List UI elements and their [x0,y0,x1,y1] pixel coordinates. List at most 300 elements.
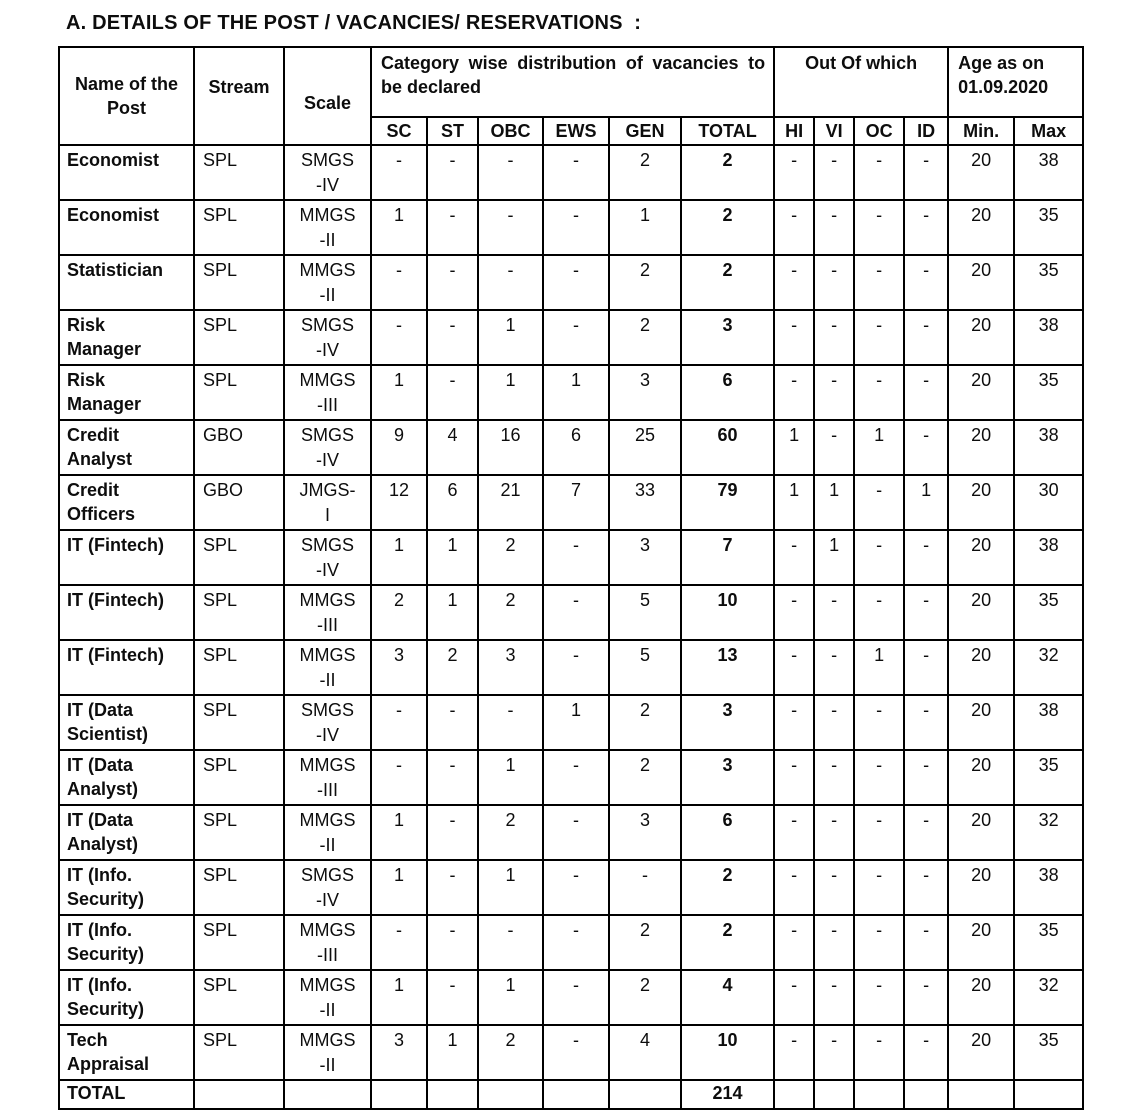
cell-gen: 2 [609,310,681,365]
table-row [59,970,1083,1025]
cell-stream: SPL [194,365,284,420]
cell-scale [284,1025,371,1080]
cell-obc: 2 [478,585,543,640]
cell-min: 20 [948,750,1014,805]
cell-id: - [904,530,948,585]
cell-max: 32 [1014,805,1083,860]
table-row [59,420,1083,475]
cell-min: 20 [948,365,1014,420]
cell-scale [284,915,371,970]
cell-empty-min [948,1080,1014,1109]
cell-st: - [427,255,478,310]
cell-gen: 5 [609,585,681,640]
cell-post-name: IT (Data Analyst) [59,750,194,805]
cell-st: 1 [427,530,478,585]
cell-total: 6 [681,365,774,420]
section-title: A. DETAILS OF THE POST / VACANCIES/ RESERVATIONS : [66,12,642,34]
cell-total: 4 [681,970,774,1025]
cell-stream: SPL [194,585,284,640]
cell-ews: 1 [543,365,609,420]
cell-id: - [904,750,948,805]
table-row [59,365,1083,420]
scale-line: -III [317,615,338,635]
cell-vi: - [814,420,854,475]
cell-sc: - [371,750,427,805]
col-header-gen: GEN [609,117,681,145]
cell-id: - [904,585,948,640]
cell-st: 4 [427,420,478,475]
cell-vi: - [814,145,854,200]
cell-min: 20 [948,585,1014,640]
cell-id: - [904,805,948,860]
cell-post-name: IT (Info. Security) [59,860,194,915]
cell-scale [284,255,371,310]
cell-gen: 1 [609,200,681,255]
cell-max: 38 [1014,420,1083,475]
cell-sc: 3 [371,1025,427,1080]
cell-total-label: TOTAL [59,1080,194,1109]
cell-vi: - [814,1025,854,1080]
cell-gen: - [609,860,681,915]
cell-vi: - [814,365,854,420]
col-header-max: Max [1014,117,1083,145]
cell-sc: 2 [371,585,427,640]
scale-line: -IV [315,725,339,745]
cell-oc: - [854,145,904,200]
cell-st: - [427,695,478,750]
cell-empty-vi [814,1080,854,1109]
cell-stream: GBO [194,475,284,530]
cell-ews: - [543,585,609,640]
cell-oc: - [854,1025,904,1080]
cell-hi: 1 [774,475,814,530]
cell-scale [284,310,371,365]
col-header-sc: SC [371,117,427,145]
cell-empty-st [427,1080,478,1109]
cell-post-name: Statistician [59,255,194,310]
cell-id: - [904,145,948,200]
cell-st: - [427,200,478,255]
cell-stream: SPL [194,970,284,1025]
cell-hi: - [774,200,814,255]
cell-scale [284,420,371,475]
cell-gen: 2 [609,915,681,970]
cell-min: 20 [948,1025,1014,1080]
cell-stream: SPL [194,750,284,805]
cell-post-name: IT (Fintech) [59,530,194,585]
cell-vi: - [814,585,854,640]
cell-st: - [427,310,478,365]
cell-obc: 2 [478,805,543,860]
scale-line: -II [319,230,336,250]
cell-ews: - [543,640,609,695]
cell-hi: 1 [774,420,814,475]
cell-obc: 2 [478,530,543,585]
col-group-category-distribution: Category wise distribution of vacancies to be declared [371,47,774,117]
cell-hi: - [774,145,814,200]
scale-line: -IV [315,560,339,580]
cell-sc: - [371,255,427,310]
scale-line: I [324,505,330,525]
cell-min: 20 [948,860,1014,915]
cell-stream: SPL [194,255,284,310]
cell-id: 1 [904,475,948,530]
cell-hi: - [774,695,814,750]
cell-vi: - [814,310,854,365]
cell-oc: - [854,365,904,420]
cell-post-name: Risk Manager [59,365,194,420]
cell-total: 2 [681,255,774,310]
cell-id: - [904,1025,948,1080]
scale-line: MMGS [299,205,356,225]
cell-stream: SPL [194,1025,284,1080]
cell-hi: - [774,750,814,805]
cell-ews: - [543,1025,609,1080]
header-group-row [59,47,1083,117]
cell-total: 10 [681,585,774,640]
scale-line: MMGS [299,920,356,940]
cell-post-name: IT (Data Scientist) [59,695,194,750]
cell-vi: - [814,200,854,255]
cell-ews: 1 [543,695,609,750]
cell-gen: 5 [609,640,681,695]
table-total-row [59,1080,1083,1109]
cell-ews: - [543,255,609,310]
cell-max: 38 [1014,695,1083,750]
scale-line: MMGS [299,645,356,665]
cell-max: 35 [1014,1025,1083,1080]
cell-st: - [427,365,478,420]
table-row [59,145,1083,200]
cell-empty-obc [478,1080,543,1109]
cell-stream: SPL [194,640,284,695]
cell-ews: - [543,750,609,805]
cell-vi: - [814,255,854,310]
cell-sc: 1 [371,805,427,860]
cell-obc: 21 [478,475,543,530]
cell-scale [284,750,371,805]
cell-max: 38 [1014,145,1083,200]
cell-empty-oc [854,1080,904,1109]
cell-oc: - [854,860,904,915]
cell-obc: 1 [478,860,543,915]
cell-total: 2 [681,200,774,255]
cell-grand-total: 214 [681,1080,774,1109]
cell-sc: 1 [371,530,427,585]
cell-hi: - [774,585,814,640]
cell-id: - [904,365,948,420]
cell-stream: SPL [194,200,284,255]
table-row [59,200,1083,255]
cell-ews: - [543,200,609,255]
cell-oc: - [854,970,904,1025]
cell-total: 3 [681,695,774,750]
cell-obc: - [478,915,543,970]
cell-gen: 2 [609,145,681,200]
cell-post-name: Economist [59,200,194,255]
cell-scale [284,640,371,695]
cell-obc: 3 [478,640,543,695]
cell-sc: - [371,695,427,750]
cell-st: - [427,860,478,915]
cell-min: 20 [948,475,1014,530]
cell-hi: - [774,860,814,915]
cell-max: 35 [1014,750,1083,805]
cell-oc: - [854,255,904,310]
cell-max: 35 [1014,200,1083,255]
cell-hi: - [774,365,814,420]
cell-post-name: IT (Fintech) [59,585,194,640]
cell-obc: 1 [478,310,543,365]
cell-oc: - [854,585,904,640]
cell-ews: - [543,805,609,860]
cell-hi: - [774,805,814,860]
cell-st: 1 [427,585,478,640]
cell-ews: - [543,915,609,970]
cell-empty-max [1014,1080,1083,1109]
cell-scale [284,200,371,255]
scale-line: MMGS [299,810,356,830]
cell-max: 35 [1014,365,1083,420]
scale-line: -IV [315,450,339,470]
cell-total: 13 [681,640,774,695]
cell-id: - [904,310,948,365]
col-header-obc: OBC [478,117,543,145]
cell-total: 6 [681,805,774,860]
cell-max: 38 [1014,860,1083,915]
scale-line: MMGS [299,755,356,775]
table-row [59,1025,1083,1080]
cell-empty-sc [371,1080,427,1109]
col-header-id: ID [904,117,948,145]
cell-gen: 4 [609,1025,681,1080]
cell-total: 3 [681,310,774,365]
cell-sc: 1 [371,200,427,255]
cell-hi: - [774,640,814,695]
scale-line: SMGS [300,865,354,885]
col-group-age-as-on: Age as on 01.09.2020 [948,47,1083,117]
cell-total: 79 [681,475,774,530]
cell-st: - [427,145,478,200]
cell-st: - [427,750,478,805]
scale-line: MMGS [299,1030,356,1050]
cell-sc: 1 [371,970,427,1025]
cell-gen: 2 [609,970,681,1025]
cell-vi: - [814,970,854,1025]
cell-hi: - [774,310,814,365]
cell-oc: - [854,530,904,585]
cell-total: 60 [681,420,774,475]
cell-gen: 2 [609,750,681,805]
col-header-vi: VI [814,117,854,145]
cell-total: 2 [681,860,774,915]
cell-empty-id [904,1080,948,1109]
cell-empty-scale [284,1080,371,1109]
table-row [59,585,1083,640]
cell-obc: 1 [478,750,543,805]
cell-hi: - [774,530,814,585]
cell-gen: 33 [609,475,681,530]
cell-scale [284,145,371,200]
cell-hi: - [774,915,814,970]
cell-vi: - [814,640,854,695]
table-row [59,475,1083,530]
col-header-st: ST [427,117,478,145]
cell-post-name: Credit Officers [59,475,194,530]
scale-line: SMGS [300,425,354,445]
table-row [59,860,1083,915]
cell-max: 30 [1014,475,1083,530]
cell-sc: 9 [371,420,427,475]
cell-obc: - [478,200,543,255]
cell-scale [284,805,371,860]
cell-min: 20 [948,970,1014,1025]
cell-oc: - [854,310,904,365]
cell-post-name: IT (Info. Security) [59,970,194,1025]
cell-obc: 1 [478,970,543,1025]
cell-ews: - [543,970,609,1025]
cell-post-name: Credit Analyst [59,420,194,475]
table-row [59,255,1083,310]
cell-id: - [904,695,948,750]
cell-oc: - [854,200,904,255]
cell-min: 20 [948,420,1014,475]
col-header-oc: OC [854,117,904,145]
scale-line: -III [317,780,338,800]
cell-gen: 3 [609,365,681,420]
cell-post-name: IT (Info. Security) [59,915,194,970]
cell-min: 20 [948,200,1014,255]
cell-oc: - [854,750,904,805]
cell-id: - [904,640,948,695]
table-row [59,750,1083,805]
cell-stream: GBO [194,420,284,475]
col-header-total: TOTAL [681,117,774,145]
cell-sc: - [371,915,427,970]
table-row [59,915,1083,970]
cell-min: 20 [948,255,1014,310]
scale-line: SMGS [300,150,354,170]
scale-line: -II [319,670,336,690]
cell-ews: - [543,530,609,585]
cell-sc: 12 [371,475,427,530]
scale-line: -IV [315,890,339,910]
cell-stream: SPL [194,695,284,750]
cell-max: 35 [1014,915,1083,970]
cell-sc: 1 [371,860,427,915]
cell-ews: - [543,145,609,200]
cell-oc: 1 [854,640,904,695]
cell-obc: - [478,695,543,750]
cell-vi: - [814,805,854,860]
cell-max: 35 [1014,255,1083,310]
cell-id: - [904,420,948,475]
cell-post-name: Tech Appraisal [59,1025,194,1080]
scale-line: MMGS [299,590,356,610]
cell-min: 20 [948,640,1014,695]
cell-sc: - [371,145,427,200]
scale-line: SMGS [300,315,354,335]
cell-vi: 1 [814,475,854,530]
cell-empty-stream [194,1080,284,1109]
cell-vi: - [814,695,854,750]
cell-min: 20 [948,805,1014,860]
col-header-name-of-post: Name of the Post [59,47,194,145]
cell-post-name: IT (Data Analyst) [59,805,194,860]
cell-id: - [904,255,948,310]
scale-line: MMGS [299,260,356,280]
cell-scale [284,475,371,530]
col-header-min: Min. [948,117,1014,145]
cell-id: - [904,915,948,970]
cell-scale [284,970,371,1025]
cell-vi: - [814,750,854,805]
cell-total: 10 [681,1025,774,1080]
cell-total: 3 [681,750,774,805]
col-header-scale: Scale [284,47,371,145]
scale-line: MMGS [299,370,356,390]
cell-scale [284,585,371,640]
cell-sc: - [371,310,427,365]
cell-obc: 2 [478,1025,543,1080]
cell-min: 20 [948,915,1014,970]
cell-st: 1 [427,1025,478,1080]
cell-post-name: Risk Manager [59,310,194,365]
scale-line: JMGS- [299,480,356,500]
cell-stream: SPL [194,145,284,200]
scale-line: -III [317,945,338,965]
cell-max: 38 [1014,310,1083,365]
scale-line: -II [319,285,336,305]
cell-min: 20 [948,695,1014,750]
cell-stream: SPL [194,860,284,915]
table-row [59,310,1083,365]
cell-scale [284,530,371,585]
cell-oc: - [854,475,904,530]
cell-hi: - [774,970,814,1025]
scale-line: -IV [315,175,339,195]
cell-id: - [904,200,948,255]
cell-gen: 2 [609,695,681,750]
col-header-hi: HI [774,117,814,145]
cell-empty-gen [609,1080,681,1109]
cell-gen: 3 [609,530,681,585]
table-row [59,805,1083,860]
cell-post-name: Economist [59,145,194,200]
cell-hi: - [774,1025,814,1080]
cell-oc: - [854,805,904,860]
col-header-stream: Stream [194,47,284,145]
cell-st: - [427,915,478,970]
cell-sc: 3 [371,640,427,695]
cell-max: 32 [1014,970,1083,1025]
cell-st: - [427,970,478,1025]
col-header-ews: EWS [543,117,609,145]
cell-vi: 1 [814,530,854,585]
cell-scale [284,695,371,750]
cell-obc: 16 [478,420,543,475]
cell-stream: SPL [194,805,284,860]
cell-ews: 6 [543,420,609,475]
cell-total: 2 [681,145,774,200]
scale-line: -II [319,1000,336,1020]
cell-empty-ews [543,1080,609,1109]
cell-gen: 2 [609,255,681,310]
cell-scale [284,860,371,915]
cell-vi: - [814,860,854,915]
scale-line: -IV [315,340,339,360]
cell-obc: - [478,255,543,310]
